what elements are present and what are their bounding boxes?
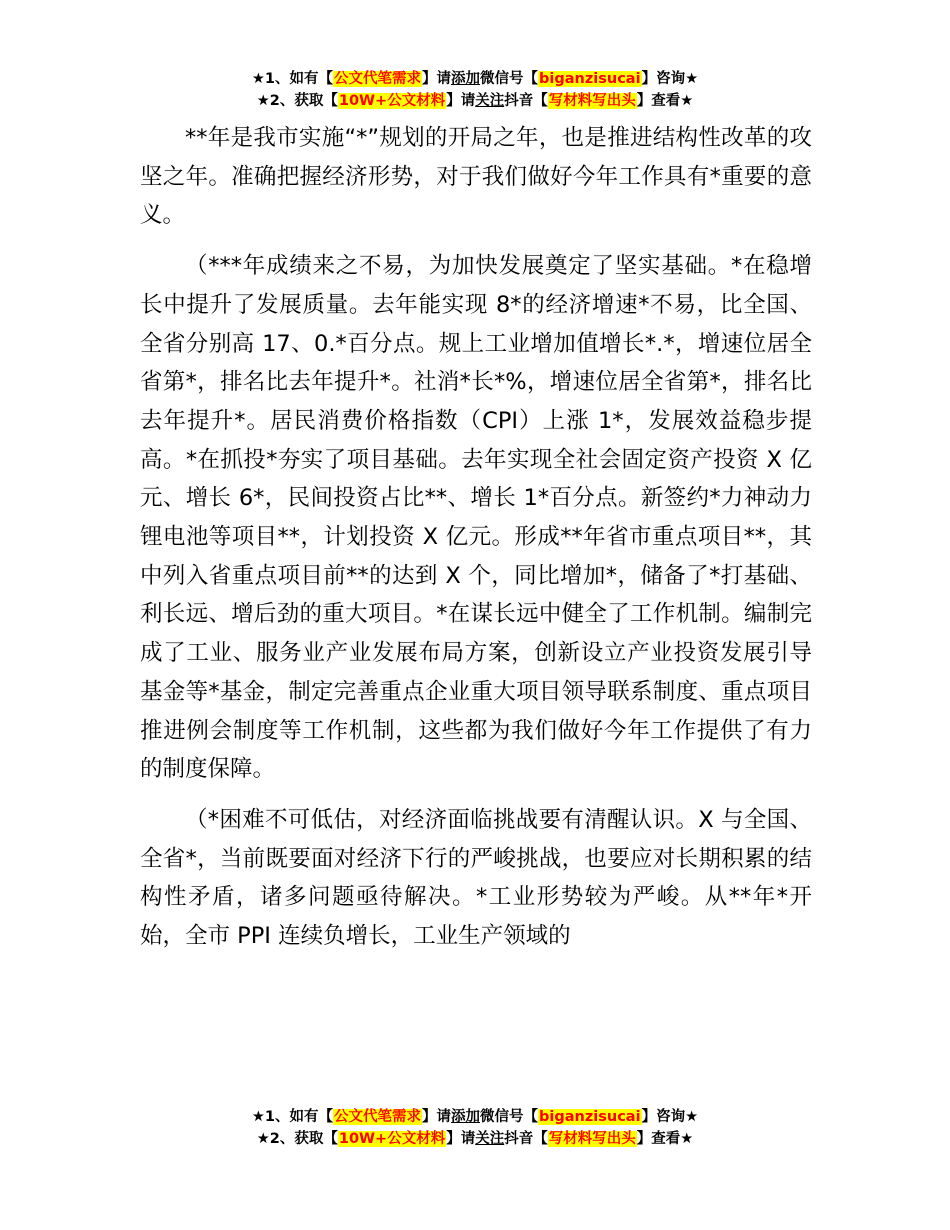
promo-text: ★1、如有【 bbox=[251, 71, 334, 87]
promo-text: 抖音【 bbox=[504, 1131, 548, 1147]
promo-text: 】查看★ bbox=[636, 93, 694, 109]
promo-text: ★2、获取【 bbox=[256, 1131, 338, 1147]
promo-underlined: 关注 bbox=[475, 1131, 505, 1147]
promo-line-2 bbox=[0, 1128, 950, 1150]
promo-highlight: 写材料写出头 bbox=[548, 93, 636, 109]
promo-text: 】请 bbox=[422, 71, 452, 87]
promo-highlight: 公文代笔需求 bbox=[334, 1109, 422, 1125]
document-body bbox=[140, 119, 812, 968]
promo-highlight: 公文代笔需求 bbox=[334, 71, 422, 87]
promo-text: 】请 bbox=[422, 1109, 452, 1125]
promo-text: 】请 bbox=[446, 1131, 476, 1147]
paragraph-challenges: （*困难不可低估，对经济面临挑战要有清醒认识。X 与全国、全省*，当前既要面对经济下行的严峻挑战，也要应对长期积累的结构性矛盾，诸多问题亟待解决。*工业形势较为严峻。从**年*开始，全市 PPI 连续负增长，工业生产领域的 bbox=[140, 806, 812, 950]
promo-highlight: 10W+公文材料 bbox=[338, 93, 446, 109]
footer-promo-banner bbox=[0, 1106, 950, 1150]
promo-text: 】咨询★ bbox=[641, 1109, 699, 1125]
promo-highlight: biganzisucai bbox=[539, 71, 641, 87]
promo-underlined: 添加 bbox=[451, 1109, 481, 1125]
promo-line-2 bbox=[0, 90, 950, 112]
promo-highlight: biganzisucai bbox=[539, 1109, 641, 1125]
promo-text: 抖音【 bbox=[504, 93, 548, 109]
promo-text: 微信号【 bbox=[480, 1109, 539, 1125]
promo-text: ★1、如有【 bbox=[251, 1109, 334, 1125]
promo-text: ★2、获取【 bbox=[256, 93, 338, 109]
promo-highlight: 写材料写出头 bbox=[548, 1131, 636, 1147]
header-promo-banner bbox=[0, 68, 950, 112]
promo-text: 】查看★ bbox=[636, 1131, 694, 1147]
paragraph-achievements: （***年成绩来之不易，为加快发展奠定了坚实基础。*在稳增长中提升了发展质量。去年能实现 8*的经济增速*不易，比全国、全省分别高 17、0.*百分点。规上工业增加值增长*.*，增速位居全省第*，排名比去年提升*。社消*长*%，增速位居全省第*，排名比去年提升*。居民消费价格指数（CPI）上涨 1*，发展效益稳步提高。*在抓投*夯实了项目基础。去年实现全社会固定资产投资 X 亿元、增长 6*，民间投资占比**、增长 1*百分点。新签约*力神动力锂电池等项目**，计划投资 X 亿元。形成**年省市重点项目**，其中列入省重点项目前**的达到 X 个，同比增加*，储备了*打基础、利长远、增后劲的重大项目。*在谋长远中健全了工作机制。编制完成了工业、服务业产业发展布局方案，创新设立产业投资发展引导基金等*基金，制定完善重点企业重大项目领导联系制度、重点项目推进例会制度等工作机制，这些都为我们做好今年工作提供了有力的制度保障。 bbox=[140, 253, 812, 783]
promo-line-1 bbox=[0, 68, 950, 90]
promo-line-1 bbox=[0, 1106, 950, 1128]
promo-text: 】咨询★ bbox=[641, 71, 699, 87]
promo-underlined: 关注 bbox=[475, 93, 505, 109]
promo-highlight: 10W+公文材料 bbox=[338, 1131, 446, 1147]
paragraph-intro: **年是我市实施“*”规划的开局之年，也是推进结构性改革的攻坚之年。准确把握经济形势，对于我们做好今年工作具有*重要的意义。 bbox=[140, 125, 812, 229]
promo-text: 】请 bbox=[446, 93, 476, 109]
promo-text: 微信号【 bbox=[480, 71, 539, 87]
promo-underlined: 添加 bbox=[451, 71, 481, 87]
